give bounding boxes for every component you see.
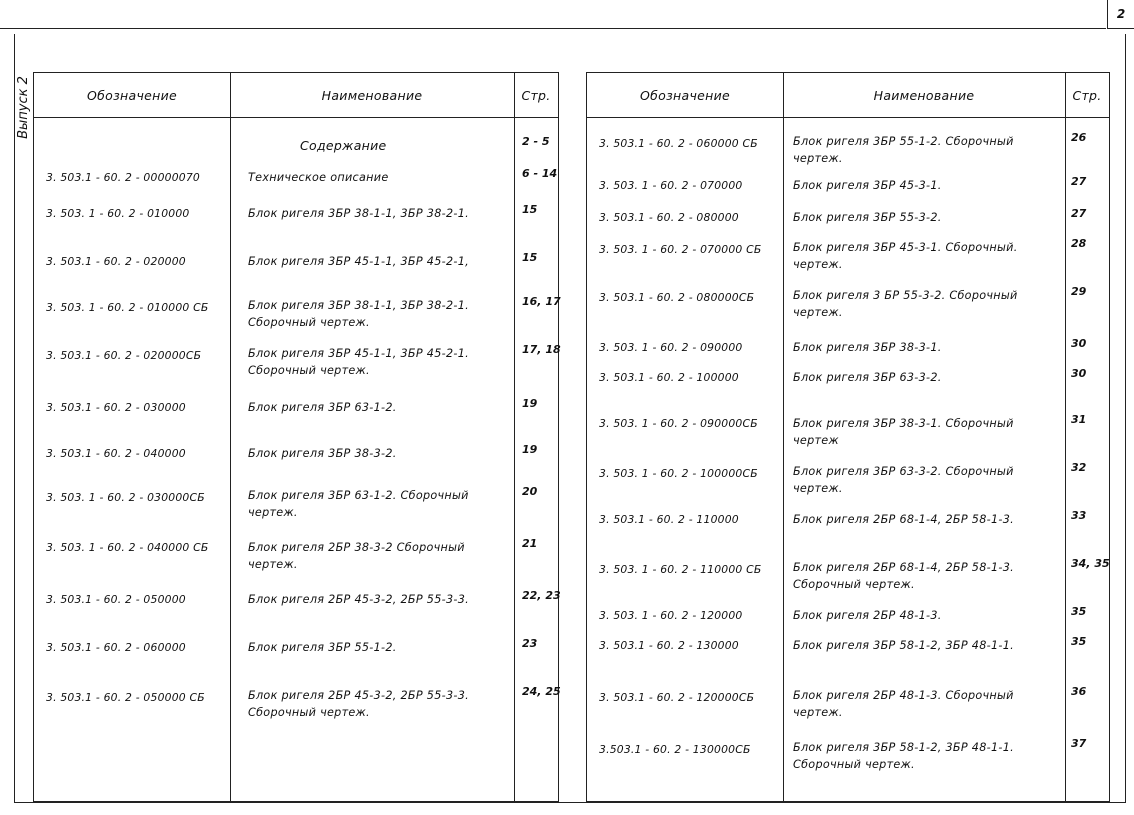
row-page: 2 - 5 bbox=[522, 135, 550, 148]
row-code: 3. 503. 1 - 60. 2 - 090000 bbox=[599, 341, 743, 354]
row-code: 3. 503.1 - 60. 2 - 110000 bbox=[599, 513, 739, 526]
header-page: Стр. bbox=[521, 87, 551, 103]
row-page: 29 bbox=[1071, 285, 1087, 298]
column-divider bbox=[783, 73, 784, 801]
row-name: Блок ригеля 3БР 58-1-2, 3БР 48-1-1. bbox=[793, 639, 1015, 652]
row-page: 28 bbox=[1071, 237, 1087, 250]
row-code: 3. 503. 1 - 60. 2 - 040000 СБ bbox=[46, 541, 209, 554]
row-page: 16, 17 bbox=[522, 295, 561, 308]
header-code: Обозначение bbox=[639, 87, 731, 103]
row-page: 26 bbox=[1071, 131, 1087, 144]
row-code: 3. 503.1 - 60. 2 - 130000 bbox=[599, 639, 739, 652]
row-name: Блок ригеля 3БР 55-1-2. bbox=[248, 641, 397, 654]
row-code: 3. 503. 1 - 60. 2 - 100000СБ bbox=[599, 467, 758, 480]
header-divider bbox=[34, 117, 558, 118]
row-page: 34, 35 bbox=[1071, 557, 1110, 570]
row-name: Блок ригеля 3БР 63-1-2. Сборочный чертеж. bbox=[248, 489, 469, 519]
row-code: 3. 503.1 - 60. 2 - 00000070 bbox=[46, 171, 200, 184]
side-label: Выпуск 2 bbox=[15, 76, 31, 139]
row-name: Блок ригеля 2БР 68-1-4, 2БР 58-1-3. bbox=[793, 513, 1015, 526]
row-code: 3. 503.1 - 60. 2 - 100000 bbox=[599, 371, 739, 384]
row-page: 36 bbox=[1071, 685, 1087, 698]
row-name: Блок ригеля 3БР 38-1-1, 3БР 38-2-1. Сборочный чертеж. bbox=[248, 299, 470, 329]
row-page: 19 bbox=[522, 443, 538, 456]
column-divider bbox=[1065, 73, 1066, 801]
row-page: 21 bbox=[522, 537, 538, 550]
row-code: 3. 503.1 - 60. 2 - 020000 bbox=[46, 255, 186, 268]
row-code: 3. 503. 1 - 60. 2 - 070000 bbox=[599, 179, 743, 192]
row-page: 20 bbox=[522, 485, 538, 498]
row-name: Блок ригеля 3 БР 55-3-2. Сборочный чертеж. bbox=[793, 289, 1018, 319]
header-page: Стр. bbox=[1072, 87, 1102, 103]
header-code: Обозначение bbox=[86, 87, 178, 103]
row-name: Блок ригеля 3БР 45-1-1, 3БР 45-2-1. Сборочный чертеж. bbox=[248, 347, 470, 377]
row-code: 3. 503.1 - 60. 2 - 060000 СБ bbox=[599, 137, 758, 150]
row-page: 27 bbox=[1071, 175, 1087, 188]
row-code: 3. 503. 1 - 60. 2 - 090000СБ bbox=[599, 417, 758, 430]
row-code: 3. 503. 1 - 60. 2 - 120000 bbox=[599, 609, 743, 622]
contents-table-right bbox=[586, 72, 1110, 802]
row-name: Блок ригеля 3БР 45-1-1, 3БР 45-2-1, bbox=[248, 255, 470, 268]
row-code: 3. 503.1 - 60. 2 - 050000 bbox=[46, 593, 186, 606]
row-name: Блок ригеля 3БР 55-3-2. bbox=[793, 211, 942, 224]
row-name: Блок ригеля 3БР 45-3-1. bbox=[793, 179, 942, 192]
row-name: Блок ригеля 3БР 38-3-1. bbox=[793, 341, 942, 354]
row-page: 27 bbox=[1071, 207, 1087, 220]
row-name: Блок ригеля 3БР 63-3-2. bbox=[793, 371, 942, 384]
page-number: 2 bbox=[1107, 0, 1134, 29]
row-name: Блок ригеля 2БР 38-3-2 Сборочный чертеж. bbox=[248, 541, 465, 571]
row-page: 6 - 14 bbox=[522, 167, 558, 180]
row-code: 3. 503. 1 - 60. 2 - 010000 СБ bbox=[46, 301, 209, 314]
contents-table-left bbox=[33, 72, 559, 802]
row-code: 3.503.1 - 60. 2 - 130000СБ bbox=[599, 743, 751, 756]
row-code: 3. 503.1 - 60. 2 - 030000 bbox=[46, 401, 186, 414]
row-page: 15 bbox=[522, 251, 538, 264]
row-name: Блок ригеля 3БР 38-3-2. bbox=[248, 447, 397, 460]
row-code: 3. 503.1 - 60. 2 - 040000 bbox=[46, 447, 186, 460]
row-name: Техническое описание bbox=[248, 171, 389, 184]
row-name: Блок ригеля 3БР 38-3-1. Сборочный чертеж bbox=[793, 417, 1014, 447]
row-page: 15 bbox=[522, 203, 538, 216]
row-page: 31 bbox=[1071, 413, 1087, 426]
row-name: Блок ригеля 3БР 58-1-2, 3БР 48-1-1. Сборочный чертеж. bbox=[793, 741, 1015, 771]
row-name: Блок ригеля 2БР 45-3-2, 2БР 55-3-3. Сборочный чертеж. bbox=[248, 689, 470, 719]
row-code: 3. 503.1 - 60. 2 - 080000 bbox=[599, 211, 739, 224]
row-page: 17, 18 bbox=[522, 343, 561, 356]
row-code: 3. 503.1 - 60. 2 - 080000СБ bbox=[599, 291, 755, 304]
row-page: 30 bbox=[1071, 337, 1087, 350]
row-code: 3. 503.1 - 60. 2 - 120000СБ bbox=[599, 691, 755, 704]
row-name: Блок ригеля 2БР 45-3-2, 2БР 55-3-3. bbox=[248, 593, 470, 606]
header-name: Наименование bbox=[873, 87, 975, 103]
row-page: 37 bbox=[1071, 737, 1087, 750]
row-page: 33 bbox=[1071, 509, 1087, 522]
column-divider bbox=[514, 73, 515, 801]
row-name: Блок ригеля 3БР 38-1-1, 3БР 38-2-1. bbox=[248, 207, 470, 220]
row-page: 19 bbox=[522, 397, 538, 410]
row-code: 3. 503.1 - 60. 2 - 050000 СБ bbox=[46, 691, 205, 704]
header-divider bbox=[587, 117, 1109, 118]
row-page: 30 bbox=[1071, 367, 1087, 380]
row-page: 24, 25 bbox=[522, 685, 561, 698]
row-name: Блок ригеля 3БР 63-1-2. bbox=[248, 401, 397, 414]
row-name: Блок ригеля 2БР 68-1-4, 2БР 58-1-3. Сборочный чертеж. bbox=[793, 561, 1015, 591]
row-page: 35 bbox=[1071, 605, 1087, 618]
top-frame-line bbox=[0, 0, 1106, 29]
row-page: 22, 23 bbox=[522, 589, 561, 602]
row-page: 35 bbox=[1071, 635, 1087, 648]
row-code: 3. 503.1 - 60. 2 - 020000СБ bbox=[46, 349, 202, 362]
row-name: Блок ригеля 2БР 48-1-3. Сборочный чертеж. bbox=[793, 689, 1014, 719]
row-page: 23 bbox=[522, 637, 538, 650]
row-name: Содержание bbox=[300, 138, 387, 153]
row-code: 3. 503. 1 - 60. 2 - 030000СБ bbox=[46, 491, 205, 504]
row-name: Блок ригеля 2БР 48-1-3. bbox=[793, 609, 942, 622]
column-divider bbox=[230, 73, 231, 801]
row-name: Блок ригеля 3БР 63-3-2. Сборочный чертеж. bbox=[793, 465, 1014, 495]
row-name: Блок ригеля 3БР 55-1-2. Сборочный чертеж. bbox=[793, 135, 1014, 165]
header-name: Наименование bbox=[321, 87, 423, 103]
row-name: Блок ригеля 3БР 45-3-1. Сборочный. чертеж. bbox=[793, 241, 1018, 271]
row-code: 3. 503. 1 - 60. 2 - 070000 СБ bbox=[599, 243, 762, 256]
row-code: 3. 503.1 - 60. 2 - 060000 bbox=[46, 641, 186, 654]
row-page: 32 bbox=[1071, 461, 1087, 474]
row-code: 3. 503. 1 - 60. 2 - 110000 СБ bbox=[599, 563, 762, 576]
row-code: 3. 503. 1 - 60. 2 - 010000 bbox=[46, 207, 190, 220]
